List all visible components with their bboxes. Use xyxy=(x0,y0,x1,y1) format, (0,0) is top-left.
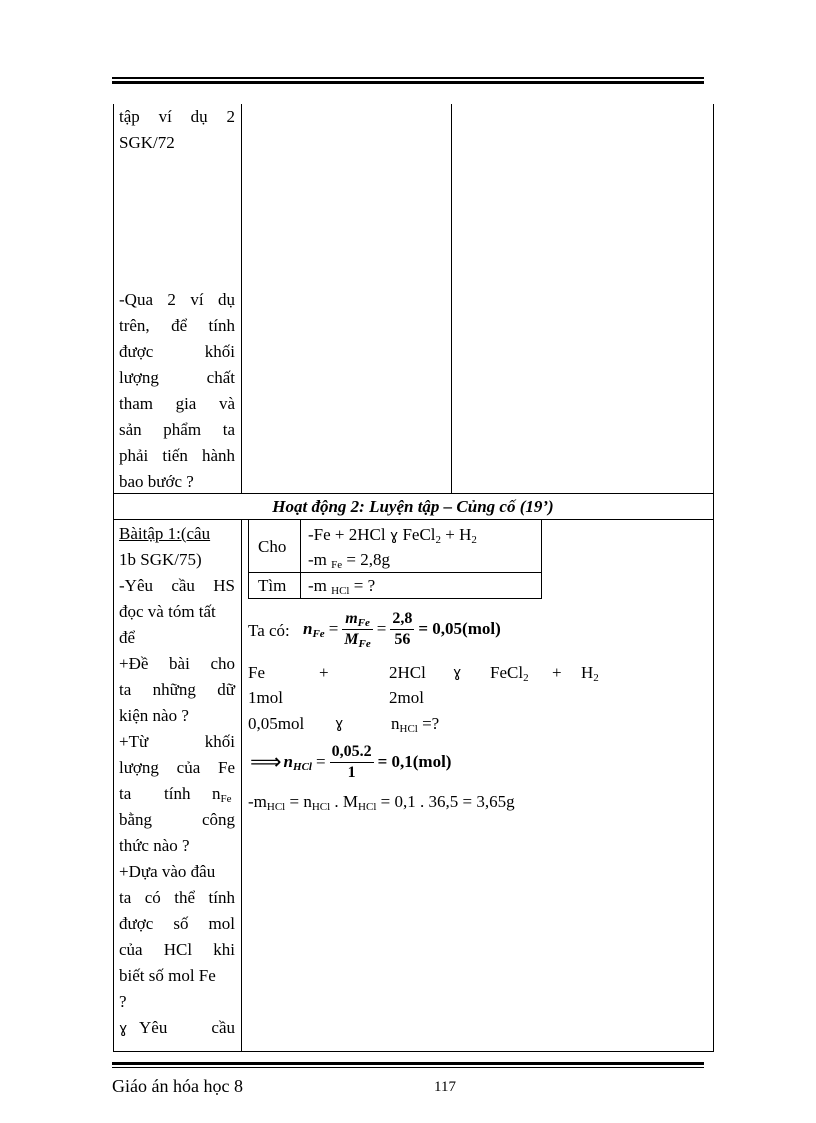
arrow-symbol-icon: ɣ xyxy=(389,528,399,544)
formula-nhcl: ⟹ $n_{HCl}$ = $\frac{0,05.2}{1}$ = 0,1(mol) xyxy=(250,742,452,781)
eq-fe: Fe xyxy=(248,663,265,682)
text-line: bằng công xyxy=(119,810,235,829)
arrow-symbol-icon: ɣ xyxy=(335,716,344,732)
text-line: của HCl khi xyxy=(119,940,235,959)
eq-h2: $H_2$ xyxy=(581,663,599,684)
text-line: -Qua 2 ví dụ xyxy=(119,290,235,309)
footer-rule-thin xyxy=(112,1067,704,1068)
tim-label: Tìm xyxy=(258,576,287,595)
text-line: SGK/72 xyxy=(119,133,175,152)
text-line: +Từ khối xyxy=(119,732,235,751)
eq-fecl2: FeCl$_2$ xyxy=(490,663,529,684)
text-line: -Yêu cầu HS xyxy=(119,576,235,595)
implies-arrow-icon: ⟹ xyxy=(250,749,282,775)
text-line: ta có thể tính xyxy=(119,888,235,907)
arrow-symbol-icon: ɣ xyxy=(119,1021,128,1037)
given-table xyxy=(248,520,542,600)
text-line: tập ví dụ 2 xyxy=(119,107,235,126)
reaction-line: -Fe + 2HCl ɣ FeCl$_2$ + $H_2$ xyxy=(308,525,477,546)
text-line: đọc và tóm tất xyxy=(119,602,216,621)
mass-fe-line: -m $_{Fe}$ = 2,8g xyxy=(308,550,390,571)
text-line: lượng chất xyxy=(119,368,235,387)
text-line: kiện nào ? xyxy=(119,706,189,725)
table-right-border xyxy=(713,104,714,1052)
given-border xyxy=(248,520,249,599)
mol-hcl: 2mol xyxy=(389,688,424,707)
taco-label: Ta có: xyxy=(248,621,290,640)
text-line: +Đề bài cho xyxy=(119,654,235,673)
mol-fe-given: 0,05mol xyxy=(248,714,305,733)
given-border xyxy=(248,598,542,599)
nhcl-unknown: $n_{HCl}$ =? xyxy=(391,714,440,735)
text-line: để xyxy=(119,628,136,647)
table-left-border xyxy=(113,104,114,1052)
footer-title: Giáo án hóa học 8 xyxy=(112,1076,243,1096)
text-line: bao bước ? xyxy=(119,472,194,491)
text-line: lượng của Fe xyxy=(119,758,235,777)
text-line: thức nào ? xyxy=(119,836,190,855)
mass-hcl-line: $-m_{HCl} = n_{HCl}$ . $M_{HCl} = 0,1$ . 36,5 = 3,65g xyxy=(248,792,515,813)
text-line: +Dựa vào đâu xyxy=(119,862,216,881)
text-line-yeucau: ɣ Yêu cầu xyxy=(119,1018,235,1037)
text-line: sản phẩm ta xyxy=(119,420,235,439)
cho-label: Cho xyxy=(258,537,287,556)
text-line: trên, để tính xyxy=(119,316,235,335)
text-line: 1b SGK/75) xyxy=(119,550,202,569)
given-border xyxy=(248,572,542,573)
col-divider-1 xyxy=(241,104,242,493)
col-divider-bottom xyxy=(241,520,242,1052)
col-divider-2 xyxy=(451,104,452,493)
page-number: 117 xyxy=(434,1079,456,1095)
eq-hcl: 2HCl xyxy=(389,663,426,682)
header-rule-thick xyxy=(112,77,704,79)
text-line: được số mol xyxy=(119,914,235,933)
find-line: -m $_{HCl}$ = ? xyxy=(308,576,376,597)
activity-heading: Hoạt động 2: Luyện tập – Củng cố (19’) xyxy=(272,497,554,516)
text-line: được khối xyxy=(119,342,235,361)
mol-fe: 1mol xyxy=(248,688,283,707)
footer-rule-thick xyxy=(112,1062,704,1065)
text-line: phải tiến hành xyxy=(119,446,235,465)
formula-nfe: $n_{Fe}$ = $\frac{m_{Fe}}{M_{Fe}}$ = $\frac{2,8}{56}$ = 0,05(mol) xyxy=(303,609,501,650)
text-line: biết số mol Fe xyxy=(119,966,216,985)
text-line: tham gia và xyxy=(119,394,235,413)
eq-plus: + xyxy=(319,663,329,682)
text-line: ? xyxy=(119,992,127,1011)
header-rule-thin xyxy=(112,81,704,84)
given-border xyxy=(541,520,542,599)
given-border xyxy=(300,520,301,599)
text-line: ta những dữ xyxy=(119,680,235,699)
arrow-symbol-icon: ɣ xyxy=(453,665,462,681)
eq-plus: + xyxy=(552,663,562,682)
table-bottom-border xyxy=(113,1051,714,1052)
exercise-title: Bàitập 1:(câu xyxy=(119,524,211,543)
